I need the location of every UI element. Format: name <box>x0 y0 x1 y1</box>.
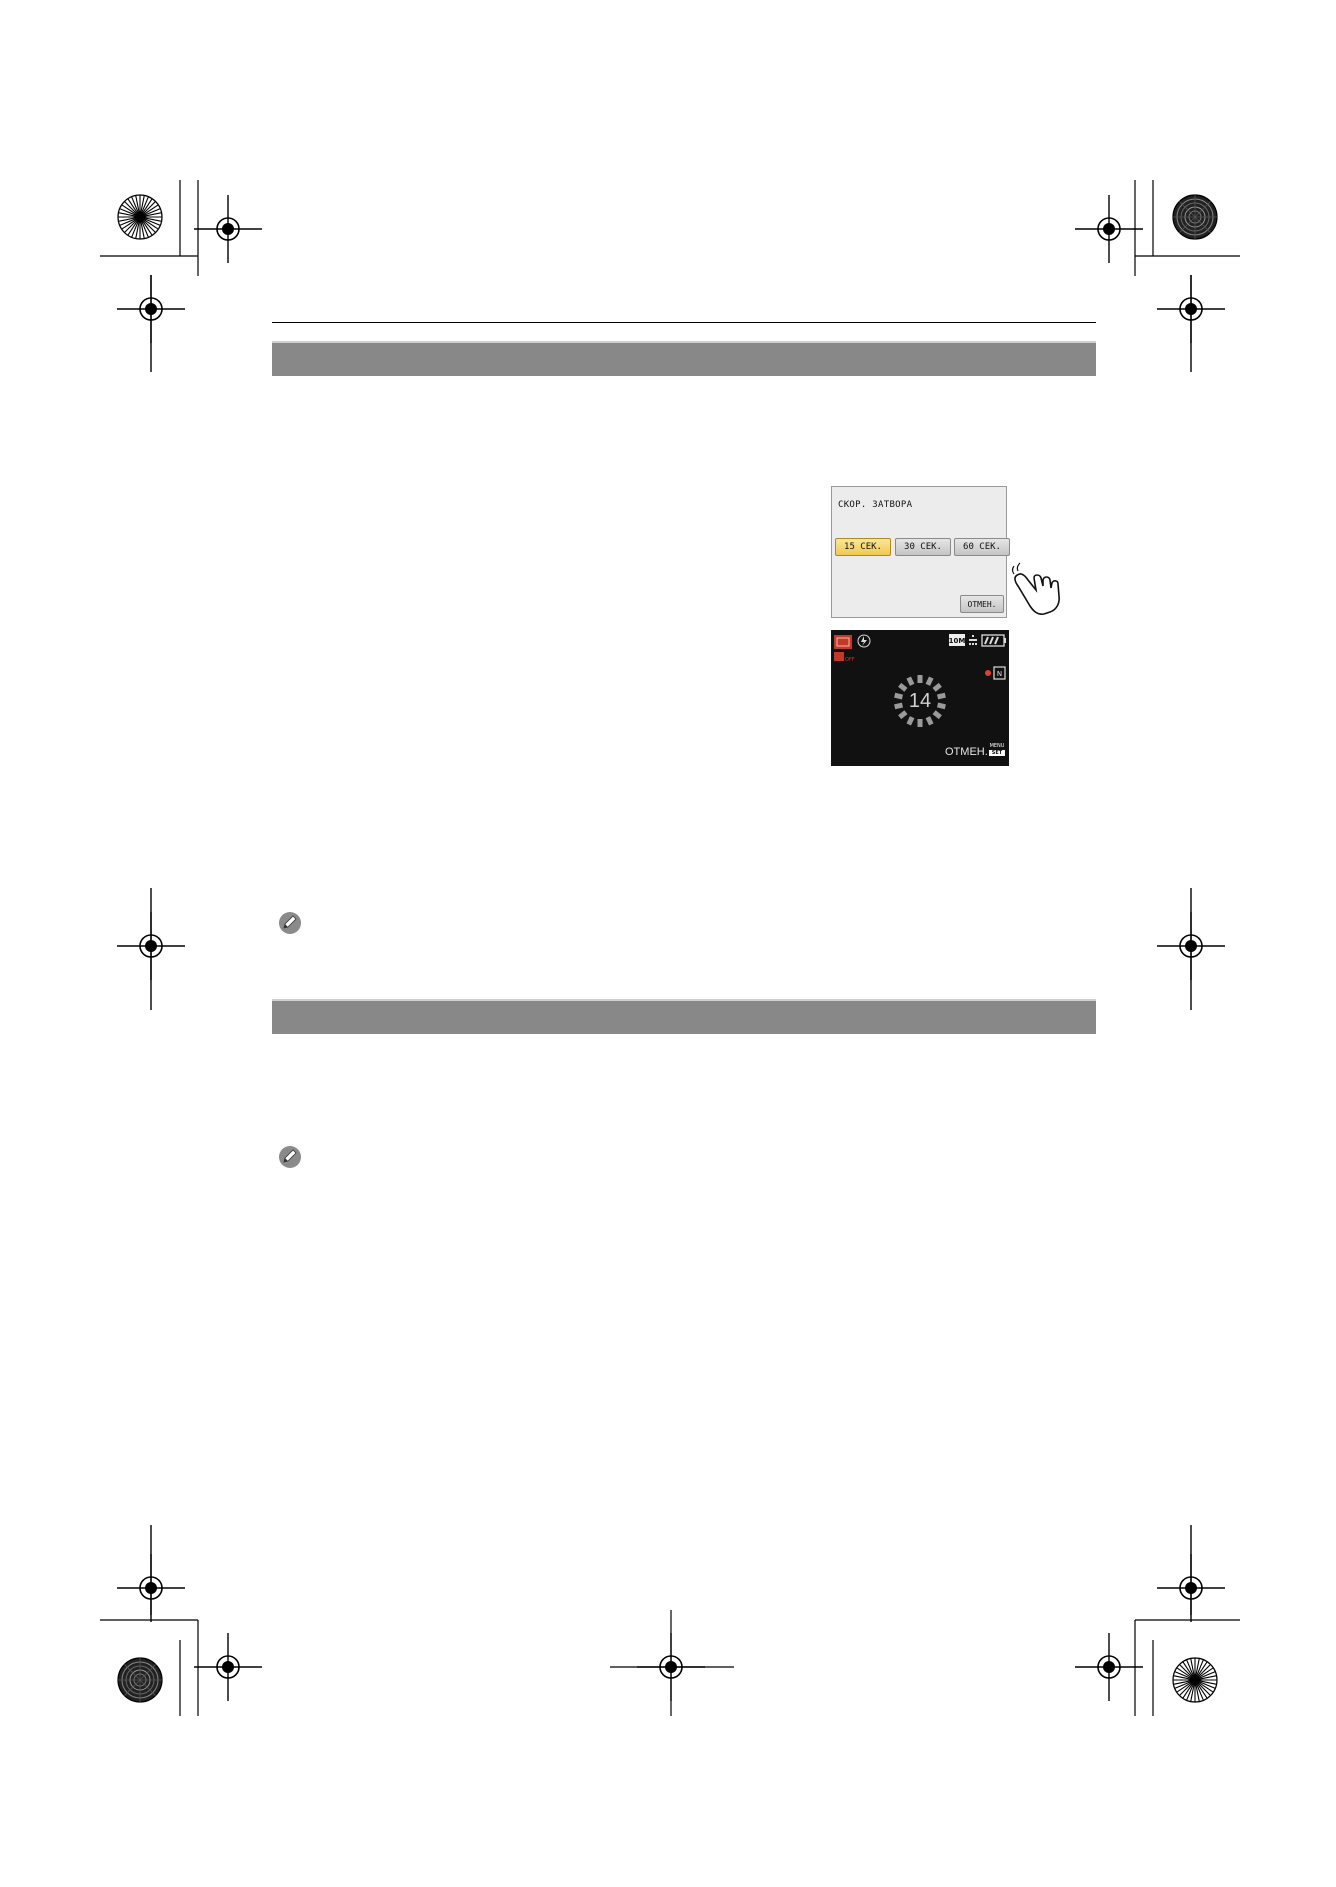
screen-cancel-label[interactable]: ОТМЕН. <box>945 746 988 758</box>
battery-icon <box>982 635 1006 646</box>
svg-text:N: N <box>996 670 1003 678</box>
menu-set-icon <box>989 743 1005 760</box>
dialog-cancel-button[interactable]: ОТМЕН. <box>960 595 1004 613</box>
section-header-bar-2 <box>272 999 1096 1034</box>
flash-off-icon <box>858 635 870 647</box>
memory-card-icon <box>994 667 1005 679</box>
set-label: SET <box>989 750 1005 756</box>
section-header-bar-1 <box>272 341 1096 376</box>
quality-icon <box>969 635 977 645</box>
header-rule <box>272 322 1096 323</box>
recording-dot-icon <box>985 670 991 676</box>
pencil-note-icon <box>278 911 302 935</box>
svg-text:10M: 10M <box>948 637 966 645</box>
resolution-icon <box>949 634 966 646</box>
camera-lcd-screen <box>831 630 1009 766</box>
hand-pointer-icon <box>1010 560 1074 620</box>
svg-text:OFF: OFF <box>845 657 855 663</box>
shutter-speed-dialog <box>831 486 1007 618</box>
option-30-sec-button[interactable]: 30 СЕК. <box>895 538 951 556</box>
scene-mode-icon <box>834 635 852 649</box>
option-15-sec-button[interactable]: 15 СЕК. <box>835 538 891 556</box>
countdown-indicator <box>894 675 946 727</box>
menu-label: MENU <box>989 743 1005 749</box>
option-60-sec-button[interactable]: 60 СЕК. <box>954 538 1010 556</box>
dialog-title: СКОР. ЗАТВОРА <box>838 500 913 510</box>
countdown-number: 14 <box>908 689 932 712</box>
pencil-note-icon <box>278 1145 302 1169</box>
stabilizer-icon <box>834 652 855 663</box>
